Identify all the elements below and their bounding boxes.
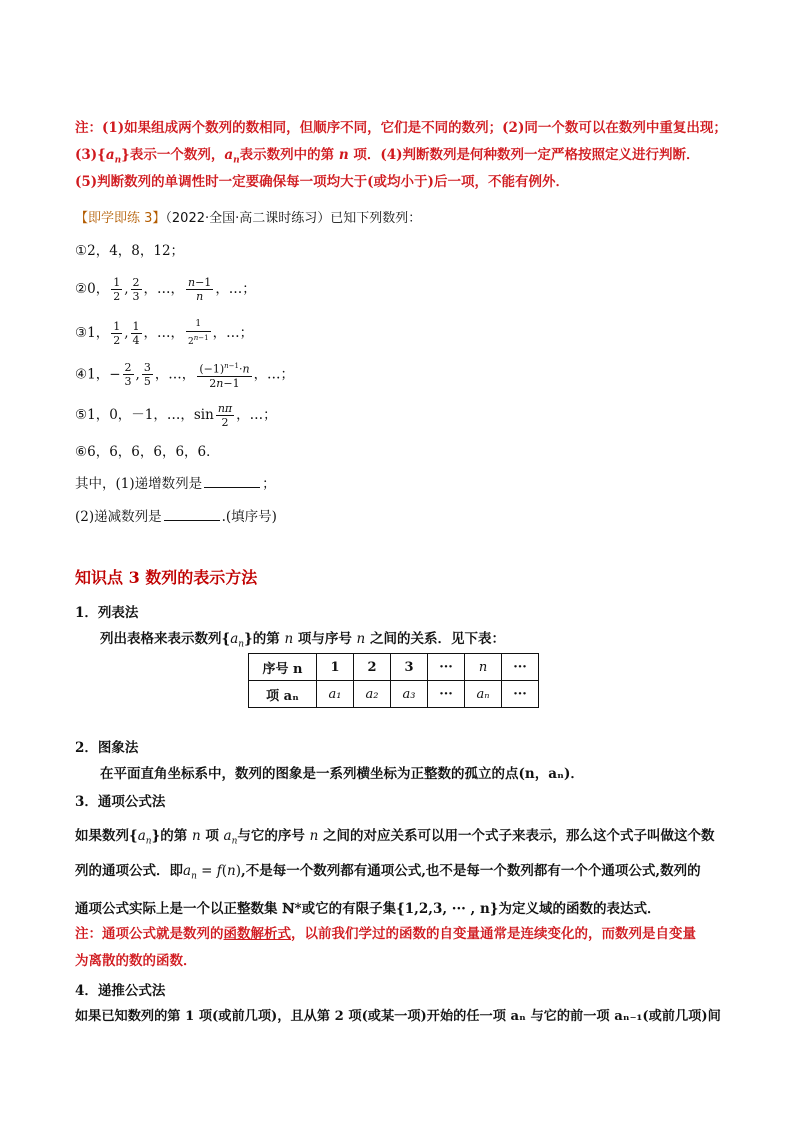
sequence-3: ③1， $\frac{1}{2}$ , $\frac{1}{4}$ ，…， $\frac{1}{2^{n-1}}$ ，…； [75,319,254,347]
note-line-1: 注：(1)如果组成两个数列的数相同，但顺序不同，它们是不同的数列；(2)同一个数可以在数列中重复出现； [75,120,727,136]
graph-method-desc: 在平面直角坐标系中，数列的图象是一系列横坐标为正整数的孤立的点(n，aₙ)． [100,766,584,782]
sequence-5: ⑤1，0，－1，…，sin $\frac{n\pi}{2}$ ，…； [75,402,277,429]
sequence-4: ④1，− $\frac{2}{3}$ , $\frac{3}{5}$ ，…， $\frac{(-1)^{n-1}\cdot n}{2n-1}$ ，…； [75,361,295,390]
table-cell: 3 [391,654,428,681]
formula-method-line-3: 通项公式实际上是一个以正整数集 ℕ*或它的有限子集{1,2,3, ··· , n}为定义域的函数的表达式． [75,901,661,917]
table-cell: n [465,654,502,681]
exercise-header: 【即学即练 3】（2022·全国·高二课时练习）已知下列数列： [75,211,422,226]
section-title: 知识点 3 数列的表示方法 [75,568,258,587]
list-method-heading: 1．列表法 [75,605,139,621]
answer-blank-2[interactable] [164,507,220,521]
table-cell: ··· [428,681,465,708]
recursive-method-heading: 4．递推公式法 [75,983,166,999]
table-cell: 序号 n [249,654,317,681]
table-cell: a₁ [317,681,354,708]
sequence-1: ①2，4，8，12； [75,243,185,259]
graph-method-heading: 2．图象法 [75,740,139,756]
table-row [249,681,539,708]
table-cell: 1 [317,654,354,681]
formula-note-line-2: 为离散的数的函数． [75,953,197,969]
question-2: (2)递减数列是 .(填序号) [75,509,277,525]
sequence-2: ②0， $\frac{1}{2}$ , $\frac{2}{3}$ ，…， $\frac{n-1}{n}$ ，…； [75,276,256,303]
list-method-desc: 列出表格来表示数列$\{a_n\}$的第 n 项与序号 n 之间的关系．见下表： [100,631,505,650]
table-row [249,654,539,681]
table-cell: 2 [354,654,391,681]
question-1: 其中，(1)递增数列是 ； [75,476,276,492]
table-cell: a₃ [391,681,428,708]
note-line-3: (5)判断数列的单调性时一定要确保每一项均大于(或均小于)后一项，不能有例外． [75,174,569,190]
table-cell: aₙ [465,681,502,708]
table-cell: ··· [502,681,539,708]
recursive-method-line-1: 如果已知数列的第 1 项(或前几项)，且从第 2 项(或某一项)开始的任一项 aₙ 与它的前一项 aₙ₋₁(或前几项)间 [75,1009,721,1024]
table-cell: 项 aₙ [249,681,317,708]
note-line-2: $(3)\{a_n\}$表示一个数列，$a_n$表示数列中的第 n 项．(4)判断数列是何种数列一定严格按照定义进行判断． [75,147,700,166]
formula-method-heading: 3．通项公式法 [75,794,166,810]
sequence-6: ⑥6，6，6，6，6，6． [75,444,220,460]
table-cell: a₂ [354,681,391,708]
table-cell: ··· [428,654,465,681]
formula-method-line-1: 如果数列$\{a_n\}$的第 n 项 $a_n$与它的序号 n 之间的对应关系可以用一个式子来表示，那么这个式子叫做这个数 [75,828,715,847]
table-cell: ··· [502,654,539,681]
formula-method-line-2: 列的通项公式．即$a_n = f(n)$,不是每一个数列都有通项公式,也不是每一个数列都有一个个通项公式,数列的 [75,863,701,882]
sequence-table [248,653,539,708]
formula-note-line-1: 注：通项公式就是数列的函数解析式，以前我们学过的函数的自变量通常是连续变化的，而数列是自变量 [75,926,696,942]
answer-blank-1[interactable] [204,474,260,488]
